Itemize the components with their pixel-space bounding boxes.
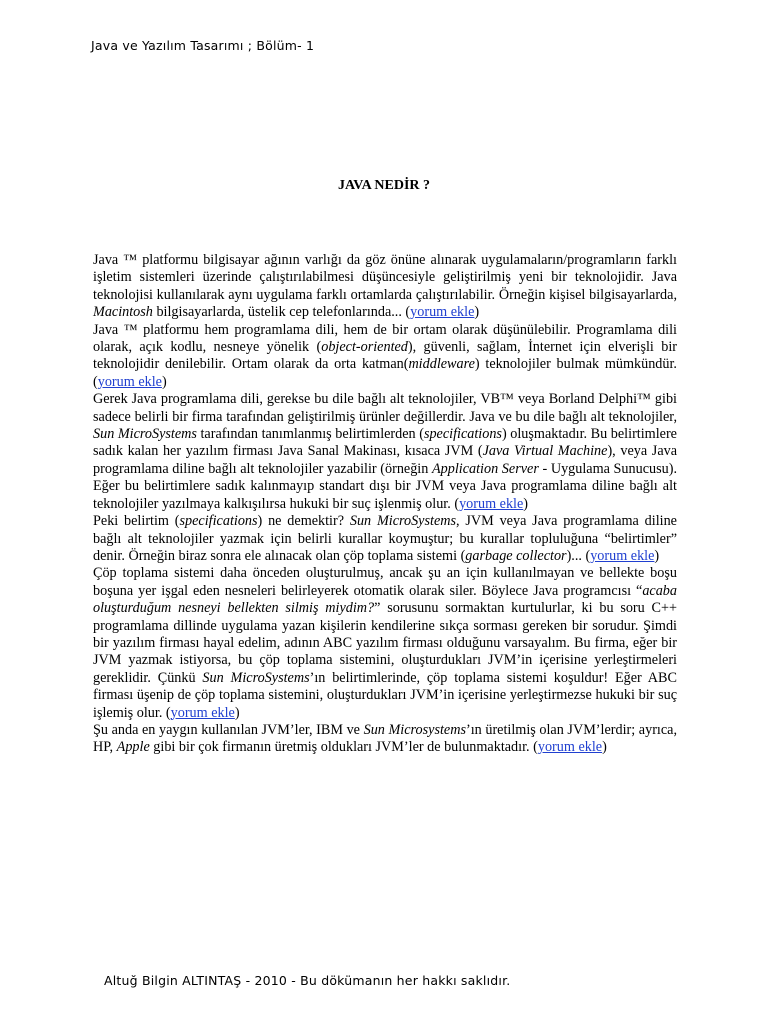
italic-term: object-oriented: [321, 339, 408, 356]
text-run: tarafından tanımlanmış belirtimlerden (: [196, 426, 424, 443]
text-run: Java ™ platformu hem programlama dili, hem de bir ortam olarak düşünülebilir. Programlama dili olarak, açık kodlu, nesneye yönelik (: [93, 321, 677, 356]
text-run: ) oluşmaktadır. Bu belirtimlere sadık kalan her yazılım firması Java Sanal Makinası, kısaca JVM (: [93, 426, 677, 460]
paragraph-4: Peki belirtim (specifications) ne demektir? Sun MicroSystems, JVM veya Java programlama diline bağlı alt teknolojiler yazmak için belirli kurallar koymuştur; bu kurallar topluluğuna “belirtimler” denir. Örneğin biraz sonra ele alınacak olan çöp toplama sistemi (garbage collector)... (yorum ekle): [93, 513, 677, 564]
text-run: ” sorusunu sormaktan kurtulurlar, ki bu soru C++ programlama dillinde uygulama yazan kişilerin kendilerine sıkça sorması gereken bir sorudur. Şimdi bir yazılım firması hayal edelim, adının ABC yazılım firması olduğunu varsayalım. Bu firma, eğer bir JVM yazmak istiyorsa, bu çöp toplama sistemini, oluşturdukları JVM’in içerisine yerleştirmeleri gereklidir. Çünkü: [93, 600, 677, 686]
italic-term: specifications: [179, 513, 258, 530]
paragraph-6: Şu anda en yaygın kullanılan JVM’ler, IBM ve Sun Microsystems’ın üretilmiş olan JVM’lerdir; ayrıca, HP, Apple gibi bir çok firmanın üretmiş oldukları JVM’ler de bulunmaktadır. (yorum ekle): [93, 721, 677, 756]
add-comment-link[interactable]: yorum ekle: [459, 495, 524, 512]
page-footer: Altuğ Bilgin ALTINTAŞ - 2010 - Bu dökümanın her hakkı saklıdır.: [104, 973, 511, 988]
paragraph-text: [93, 322, 677, 390]
text-run: ) teknolojiler bulmak mümkündür. (: [93, 356, 677, 390]
italic-term: Java Virtual Machine: [482, 443, 608, 460]
text-run: ’ın belirtimlerinde, çöp toplama sistemi koşuldur! Eğer ABC firması üşenip de çöp toplama sistemini, oluşturdukları JVM’in içerisine yerleştirmezse hukuki bir suç işlemiş olur. (: [93, 669, 677, 721]
add-comment-link[interactable]: yorum ekle: [590, 547, 655, 564]
italic-term: Sun MicroSystems: [93, 426, 197, 443]
italic-term: Sun Microsystems: [363, 721, 466, 738]
paragraph-2: Java ™ platformu hem programlama dili, hem de bir ortam olarak düşünülebilir. Programlama dili olarak, açık kodlu, nesneye yönelik (object-oriented), güvenli, sağlam, İnternet için elverişli bir teknolojidir denilebilir. Ortam olarak da orta katman(middleware) teknolojiler bulmak mümkündür. (yorum ekle): [93, 321, 677, 390]
document-title: JAVA NEDİR ?: [337, 178, 431, 193]
paragraph-text: [93, 391, 677, 511]
italic-term: Sun MicroSystems: [349, 513, 457, 530]
paragraph-text: [93, 565, 677, 720]
text-run: Şu anda en yaygın kullanılan JVM’ler, IBM ve: [93, 721, 364, 738]
paragraph-1: Java ™ platformu bilgisayar ağının varlığı da göz önüne alınarak uygulamaların/programların farklı işletim sistemleri üzerinde çalıştırılabilmesi düşüncesiyle geliştirilmiş yeni bir teknolojidir. Java teknolojisi kullanılarak aynı uygulama farklı ortamlarda çalıştırılabilir. Örneğin kişisel bilgisayarlarda, Macintosh bilgisayarlarda, üstelik cep telefonlarında... (yorum ekle): [93, 252, 677, 321]
text-run: )... (: [566, 547, 591, 564]
italic-term: acaba oluşturduğum nesneyi bellekten silmiş miydim?: [93, 582, 677, 617]
text-run: ), güvenli, sağlam, İnternet için elverişli bir teknolojidir denilebilir. Ortam olarak da orta katman(: [93, 339, 677, 373]
text-run: Gerek Java programlama dili, gerekse bu dile bağlı alt teknolojiler, VB™ veya Borland Delphi™ gibi sadece belirli bir firma tarafından geliştirilmiş ürünler değillerdir. Java ve bu dile bağlı alt teknolojiler,: [93, 391, 677, 425]
paragraph-5: Çöp toplama sistemi daha önceden oluşturulmuş, ancak şu an için kullanılmayan ve bellekte boşu boşuna yer işgal eden nesneleri belirleyerek otomatik olarak siler. Böylece Java programcısı “acaba oluşturduğum nesneyi bellekten silmiş miydim?” sorusunu sormaktan kurtulurlar, ki bu soru C++ programlama dillinde uygulama yazan kişilerin kendilerine sıkça sorması gereken bir sorudur. Şimdi bir yazılım firması hayal edelim, adının ABC yazılım firması olduğunu varsayalım. Bu firma, eğer bir JVM yazmak istiyorsa, bu çöp toplama sistemini, oluşturdukları JVM’in içerisine yerleştirmeleri gereklidir. Çünkü Sun MicroSystems’ın belirtimlerinde, çöp toplama sistemi koşuldur! Eğer ABC firması üşenip de çöp toplama sistemini, oluşturdukları JVM’in içerisine yerleştirmezse hukuki bir suç işlemiş olur. (yorum ekle): [93, 565, 677, 721]
page-header: Java ve Yazılım Tasarımı ; Bölüm- 1: [91, 38, 315, 53]
text-run: Çöp toplama sistemi daha önceden oluşturulmuş, ancak şu an için kullanılmayan ve bellekte boşu boşuna yer işgal eden nesneleri belirleyerek otomatik olarak siler. Böylece Java programcısı “: [93, 565, 677, 599]
add-comment-link[interactable]: yorum ekle: [170, 704, 235, 721]
text-run: ), veya Java programlama diline bağlı alt teknolojiler yazabilir (örneğin: [93, 443, 678, 477]
paragraph-3: Gerek Java programlama dili, gerekse bu dile bağlı alt teknolojiler, VB™ veya Borland Delphi™ gibi sadece belirli bir firma tarafından geliştirilmiş ürünler değillerdir. Java ve bu dile bağlı alt teknolojiler, Sun MicroSystems tarafından tanımlanmış belirtimlerden (specifications) oluşmaktadır. Bu belirtimlere sadık kalan her yazılım firması Java Sanal Makinası, kısaca JVM (Java Virtual Machine), veya Java programlama diline bağlı alt teknolojiler yazabilir (örneğin Application Server - Uygulama Sunucusu). Eğer bu belirtimlere sadık kalınmayıp standart dışı bir JVM veya Java programlama diline bağlı alt teknolojiler yazılmaya kalkışılırsa hukuki bir suç işlenmiş olur. (yorum ekle): [93, 391, 678, 512]
text-run: gibi bir çok firmanın üretmiş oldukları JVM’ler de bulunmaktadır. (: [149, 739, 538, 756]
add-comment-link[interactable]: yorum ekle: [97, 373, 162, 390]
text-run: ) ne demektir?: [257, 513, 350, 530]
italic-term: Application Server: [431, 460, 539, 477]
italic-term: garbage collector: [465, 547, 567, 564]
italic-term: Macintosh: [93, 304, 153, 321]
italic-term: Sun MicroSystems: [202, 669, 310, 686]
text-run: Java ™ platformu bilgisayar ağının varlığı da göz önüne alınarak uygulamaların/programların farklı işletim sistemleri üzerinde çalıştırılabilmesi düşüncesiyle geliştirilmiş yeni bir teknolojidir. Java teknolojisi kullanılarak aynı uygulama farklı ortamlarda çalıştırılabilir. Örneğin kişisel bilgisayarlarda,: [93, 252, 677, 303]
italic-term: specifications: [423, 426, 502, 443]
text-run: , JVM veya Java programlama diline bağlı alt teknolojiler yazmak için belirli kurallar koymuştur; bu kurallar topluluğuna “belirtimler” denir. Örneğin biraz sonra ele alınacak olan çöp toplama sistemi (: [93, 513, 677, 564]
add-comment-link[interactable]: yorum ekle: [537, 739, 603, 756]
add-comment-link[interactable]: yorum ekle: [410, 304, 475, 321]
italic-term: middleware: [408, 356, 475, 373]
text-run: - Uygulama Sunucusu). Eğer bu belirtimlere sadık kalınmayıp standart dışı bir JVM veya Java programlama diline bağlı alt teknolojiler yazılmaya kalkışılırsa hukuki bir suç işlenmiş olur. (: [93, 460, 677, 512]
paragraph-text: [93, 252, 677, 320]
text-run: ’ın üretilmiş olan JVM’lerdir; ayrıca, HP,: [93, 721, 677, 756]
italic-term: Apple: [116, 739, 150, 756]
text-run: bilgisayarlarda, üstelik cep telefonlarında... (: [152, 304, 411, 321]
text-run: Peki belirtim (: [93, 513, 180, 530]
document-body: [93, 252, 677, 757]
